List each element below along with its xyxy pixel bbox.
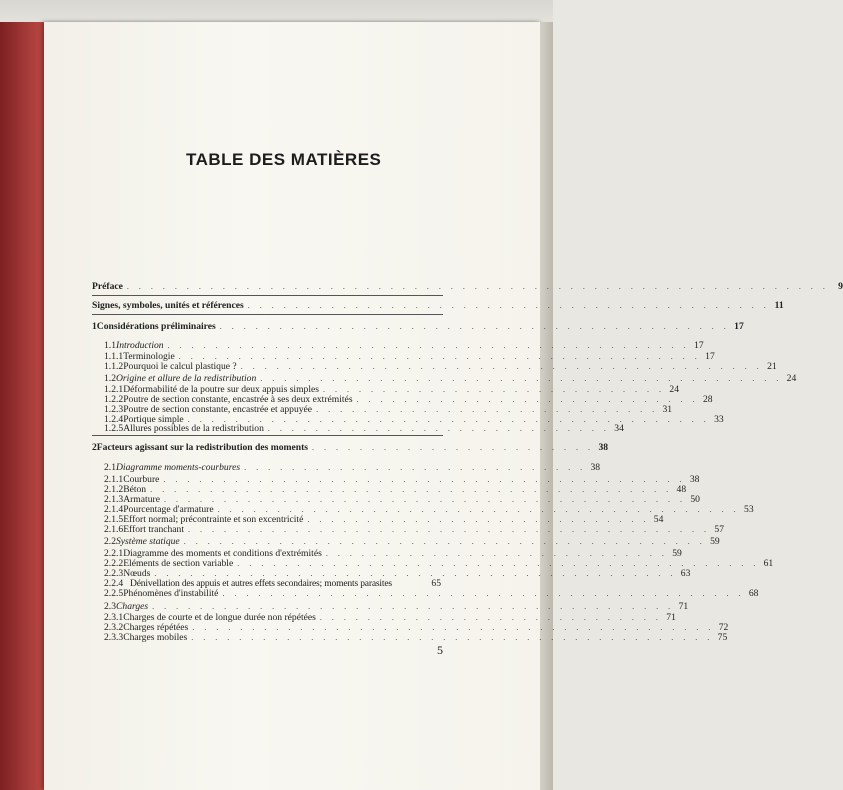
toc-entry-page: 11: [774, 300, 784, 311]
toc-entry-label: Eléments de section variable: [123, 558, 234, 569]
toc-entry-label: Poutre de section constante, encastrée à ses deux extrémités: [123, 394, 353, 405]
page-title: TABLE DES MATIÈRES: [186, 150, 382, 169]
toc-entry-page: 48: [676, 484, 687, 495]
leader-dots: . . . . . . . . . . . . . . . . . . . . . . . . . . . . . . . . . . . . . . . . . . . .: [163, 475, 686, 484]
toc-entry-label: Nœuds: [123, 568, 151, 579]
toc-entry-page: 38: [590, 462, 601, 473]
leader-dots: . . . . . . . . . . . . . . . . . . . . . . . . . . . . .: [244, 463, 587, 472]
toc-entry-number: 1.2.1: [104, 384, 124, 395]
toc-entry-label: Charges: [116, 601, 149, 612]
toc-entry-page: 61: [763, 558, 774, 569]
toc-entry-label: Terminologie: [123, 351, 175, 362]
section-divider: [92, 295, 443, 296]
toc-entry-number: 1.1.1: [104, 351, 124, 362]
toc-entry-page: 57: [714, 524, 725, 535]
toc-entry-number: 2.3: [104, 601, 116, 612]
toc-entry-label: Allures possibles de la redistribution: [123, 423, 264, 434]
leader-dots: . . . . . . . . . . . . . . . . . . . . . . . . . . . . .: [319, 613, 662, 622]
toc-entry-number: 2.2.4: [104, 578, 124, 589]
toc-entry: [104, 632, 728, 643]
toc-entry-number: 2.2: [104, 536, 116, 547]
toc-entry-label: Dénivellation des appuis et autres effets secondaires; moments parasites: [130, 578, 392, 589]
leader-dots: . . . . . . . . . . . . . . . . . . . . . . . . . . . . . . . . . . . . . . . . . . . . . . . . . . . . . . . . . . .: [126, 282, 829, 291]
leader-dots: . . . . . . . . . . . . . . . . . . . . . . . . . . . . . . . . . . . . . . . . . . . .: [260, 374, 783, 383]
toc-entry-label: Pourquoi le calcul plastique ?: [123, 361, 237, 372]
toc-entry-number: 1.2: [104, 373, 116, 384]
toc-entry-number: 2.3.1: [104, 612, 124, 623]
leader-dots: . . . . . . . . . . . . . . . . . . . . . . . . . . . . .: [316, 405, 659, 414]
toc-entry-label: Diagramme des moments et conditions d'extrémités: [123, 548, 322, 559]
toc-entry-label: Introduction: [116, 340, 164, 351]
leader-dots: . . . . . . . . . . . . . . . . . . . . . . . . . . . . . . . . . . . . . . . . . . . .: [188, 525, 711, 534]
toc-entry-label: Charges mobiles: [123, 632, 188, 643]
toc-entry: [104, 423, 624, 434]
leader-dots: . . . . . . . . . . . . . . . . . . . . . . . . . . . . .: [356, 395, 699, 404]
toc-entry-number: 2.2.1: [104, 548, 124, 559]
toc-entry-label: Courbure: [123, 474, 160, 485]
toc-entry: [104, 361, 777, 372]
toc-entry-label: Système statique: [116, 536, 180, 547]
toc-entry-page: 17: [694, 340, 704, 351]
toc-entry-number: 1.2.3: [104, 404, 124, 415]
toc-entry-number: 2: [92, 442, 97, 453]
toc-entry-page: 71: [666, 612, 676, 623]
leader-dots: . . . . . . . . . . . . . . . . . . . . . . . . . . . . .: [325, 549, 668, 558]
toc-entry-number: 2.2.3: [104, 568, 124, 579]
toc-entry-page: 71: [678, 601, 689, 612]
toc-entry-number: 2.1.2: [104, 484, 124, 495]
toc-entry-number: 2.3.3: [104, 632, 124, 643]
toc-entry-page: 59: [710, 536, 720, 547]
toc-entry-page: 24: [669, 384, 680, 395]
toc-entry-page: 33: [714, 414, 724, 425]
toc-entry-page: 72: [718, 622, 729, 633]
toc-entry: [104, 524, 725, 535]
toc-entry-number: 2.2.2: [104, 558, 124, 569]
toc-entry: [104, 373, 797, 384]
toc-entry-label: Poutre de section constante, encastrée et appuyée: [123, 404, 313, 415]
leader-dots: . . . . . . . . . . . . . . . . . . . . . . . . . . . . . . . . . . . . . . . . . . . .: [152, 602, 675, 611]
leader-dots: . . . . . . . . . . . . . . . . . . . . . . . . . . . . . . . . . . . . . . . . . . . .: [240, 362, 763, 371]
toc-entry-page: 9: [838, 281, 843, 292]
toc-entry-number: 1.2.4: [104, 414, 124, 425]
toc-entry-label: Portique simple: [123, 414, 184, 425]
toc-entry-number: 2.1.4: [104, 504, 124, 515]
leader-dots: . . . . . . . . . . . . . . . . . . . . . . . . . . . . . . . . . . . . . . . . . . . .: [183, 537, 706, 546]
leader-dots: . . . . . . . . . . . . . . . . . . . . . . . . . . . . .: [323, 385, 666, 394]
toc-entry-number: 2.1.6: [104, 524, 124, 535]
toc-entry-number: 1.2.5: [104, 423, 124, 434]
toc-entry-label: Signes, symboles, unités et références: [92, 300, 244, 311]
toc-entry-page: 31: [662, 404, 673, 415]
toc-entry-number: 2.3.2: [104, 622, 124, 633]
toc-entry-label: Origine et allure de la redistribution: [116, 373, 257, 384]
toc-entry-page: 34: [614, 423, 624, 434]
toc-entry-page: 50: [690, 494, 700, 505]
toc-entry-number: 2.1.3: [104, 494, 124, 505]
toc-entry-number: 2.2.5: [104, 588, 124, 599]
toc-entry-page: 59: [672, 548, 682, 559]
toc-entry-page: 38: [689, 474, 700, 485]
toc-entry-label: Effort tranchant: [123, 524, 185, 535]
toc-entry-page: 65: [431, 578, 441, 589]
leader-dots: . . . . . . . . . . . . . . . . . . . . . . . . . . . . . . . . . . . . . . . . . . . .: [192, 623, 715, 632]
leader-dots: . . . . . . . . . . . . . . . . . . . . . . . . . . . . . . . . . . . . . . . . . . . .: [222, 589, 745, 598]
leader-dots: . . . . . . . . . . . . . . . . . . . . . . . . . . . . . . . . . . . . . . . . . . . .: [178, 352, 701, 361]
toc-entry-page: 17: [734, 321, 744, 332]
toc-entry: [92, 300, 784, 311]
leader-dots: . . . . . . . . . . . . . . . . . . . . . . . . . . . . .: [307, 515, 650, 524]
toc-entry-number: 2.1: [104, 462, 116, 473]
toc-entry-page: 54: [653, 514, 664, 525]
toc-entry: [92, 321, 744, 332]
toc-entry: [104, 462, 601, 473]
leader-dots: . . . . . . . . . . . . . . . . . . . . . . . . . . . . . . . . . . . . . . . . . . . .: [167, 341, 690, 350]
toc-entry-label: Charges répétées: [123, 622, 189, 633]
leader-dots: . . . . . . . . . . . . . . . . . . . . . . . . . . . . . . . . . . . . . . . . . . .: [219, 322, 730, 331]
toc-entry-label: Pourcentage d'armature: [123, 504, 214, 515]
toc-entry: [104, 588, 759, 599]
toc-entry-label: Déformabilité de la poutre sur deux appuis simples: [123, 384, 320, 395]
toc-entry-page: 28: [702, 394, 713, 405]
leader-dots: . . . . . . . . . . . . . . . . . . . . . . . . . . . . . . . . . . . . . . . . . . . .: [150, 485, 673, 494]
toc-entry-label: Béton: [123, 484, 147, 495]
toc-entry: [104, 340, 704, 351]
toc-entry: [104, 601, 689, 612]
toc-entry-number: 1.1.2: [104, 361, 124, 372]
toc-entry-label: Effort normal; précontrainte et son excentricité: [123, 514, 304, 525]
leader-dots: . . . . . . . . . . . . . . . . . . . . . . . .: [312, 443, 595, 452]
toc-entry-page: 75: [717, 632, 728, 643]
toc-entry-label: Armature: [123, 494, 160, 505]
leader-dots: . . . . . . . . . . . . . . . . . . . . . . . . . . . . . . . . . . . . . . . . . . . .: [237, 559, 760, 568]
toc-entry-page: 24: [786, 373, 797, 384]
toc-entry-label: Charges de courte et de longue durée non répétées: [123, 612, 316, 623]
toc-entry-label: Préface: [92, 281, 123, 292]
toc-entry-page: 38: [598, 442, 609, 453]
leader-dots: . . . . . . . . . . . . . . . . . . . . . . . . . . . . . . . . . . . . . . . . . . . .: [163, 495, 686, 504]
toc-entry-label: Considérations préliminaires: [96, 321, 216, 332]
toc-entry-label: Phénomènes d'instabilité: [123, 588, 219, 599]
toc-entry-number: 2.1.5: [104, 514, 124, 525]
toc-entry: [92, 442, 609, 453]
toc-entry-label: Diagramme moments-courbures: [116, 462, 241, 473]
toc-entry: [104, 536, 720, 547]
leader-dots: . . . . . . . . . . . . . . . . . . . . . . . . . . . . .: [267, 424, 610, 433]
leader-dots: . . . . . . . . . . . . . . . . . . . . . . . . . . . . . . . . . . . . . . . . . . . .: [247, 301, 770, 310]
toc-entry-page: 17: [705, 351, 715, 362]
toc-entry-label: Facteurs agissant sur la redistribution des moments: [96, 442, 309, 453]
toc-entry-number: 2.1.1: [104, 474, 124, 485]
toc-entry-number: 1.2.2: [104, 394, 124, 405]
toc-entry: [92, 281, 843, 292]
toc-entry-number: 1: [92, 321, 97, 332]
toc-entry-page: 53: [744, 504, 754, 515]
section-divider: [92, 314, 443, 315]
leader-dots: . . . . . . . . . . . . . . . . . . . . . . . . . . . . . . . . . . . . . . . . . . . .: [217, 505, 740, 514]
leader-dots: . . . . . . . . . . . . . . . . . . . . . . . . . . . . . . . . . . . . . . . . . . . .: [191, 633, 714, 642]
toc-entry-page: 63: [680, 568, 691, 579]
leader-dots: . . . . . . . . . . . . . . . . . . . . . . . . . . . . . . . . . . . . . . . . . . . .: [187, 415, 710, 424]
leader-dots: . . . . . . . . . . . . . . . . . . . . . . . . . . . . . . . . . . . . . . . . . . . .: [154, 569, 677, 578]
toc-entry-page: 68: [748, 588, 759, 599]
page-number: 5: [437, 643, 443, 657]
section-divider: [92, 435, 443, 436]
toc-entry-page: 21: [767, 361, 777, 372]
toc-entry-number: 1.1: [104, 340, 116, 351]
